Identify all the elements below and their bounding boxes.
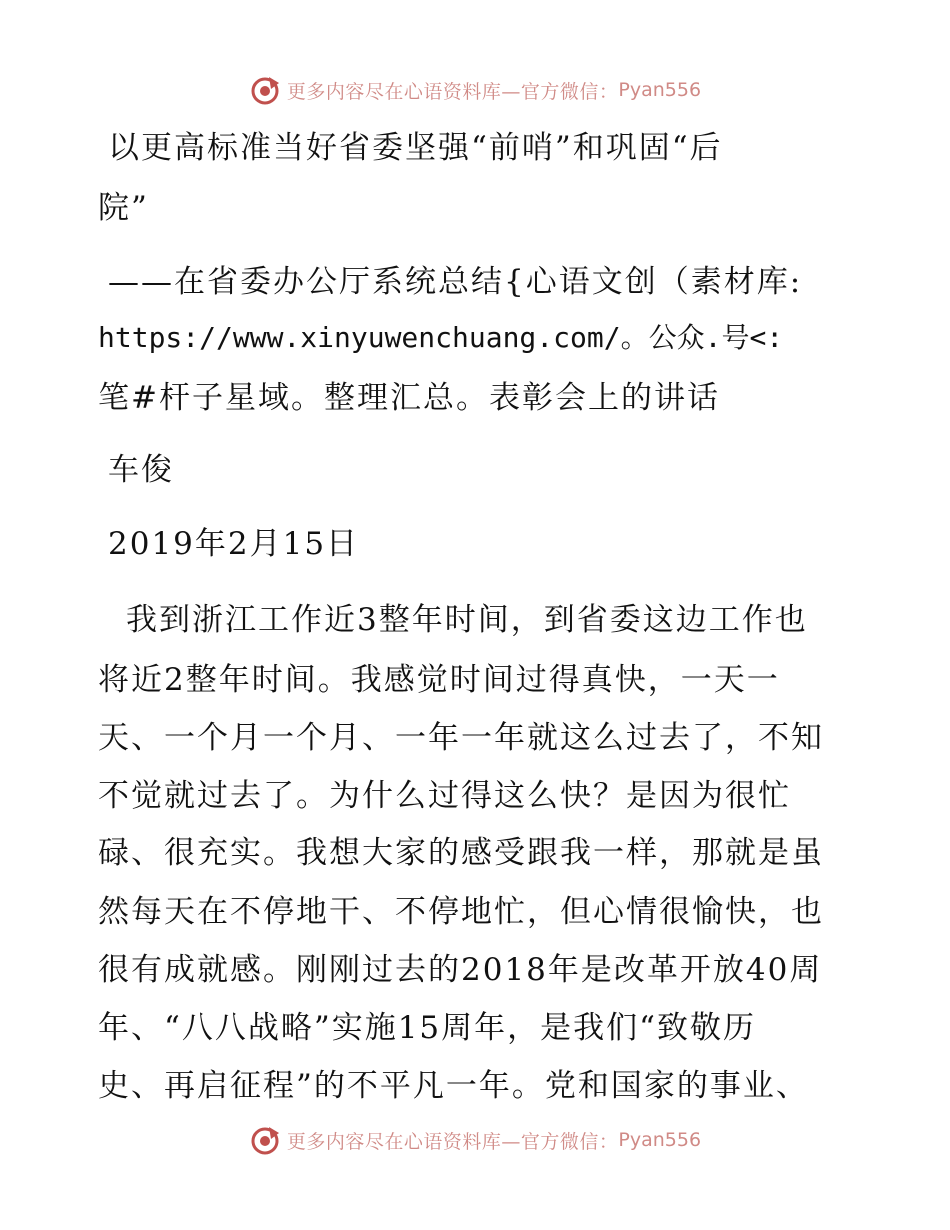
watermark-text: 更多内容尽在心语资料库—官方微信： — [286, 1130, 619, 1153]
date: 2019年2月15日 — [108, 526, 360, 562]
watermark-account: Pyan556 — [618, 79, 702, 101]
watermark-text: 更多内容尽在心语资料库—官方微信： — [286, 80, 619, 103]
body-line: 很有成就感。刚刚过去的2018年是改革开放40周 — [98, 952, 823, 988]
body-line: 年、“八八战略”实施15周年，是我们“致敬历 — [98, 1010, 756, 1046]
document-title-line-2: 院” — [98, 190, 149, 226]
seal-logo-icon — [249, 73, 283, 107]
body-line: 碌、很充实。我想大家的感受跟我一样，那就是虽 — [98, 835, 824, 871]
watermark-footer — [0, 1122, 950, 1158]
author: 车俊 — [108, 452, 174, 488]
watermark-header — [0, 72, 950, 108]
seal-logo-icon — [249, 1123, 283, 1157]
body-line: 史、再启征程”的不平凡一年。党和国家的事业、 — [98, 1068, 809, 1104]
body-line: 我到浙江工作近3整年时间，到省委这边工作也 — [126, 602, 808, 638]
subtitle-line-2: https://www.xinyuwenchuang.com/。公众.号<: — [98, 321, 784, 354]
subtitle-line-3: 笔#杆子星域。整理汇总。表彰会上的讲话 — [98, 380, 720, 416]
body-line: 将近2整年时间。我感觉时间过得真快，一天一 — [98, 662, 780, 698]
body-line: 天、一个月一个月、一年一年就这么过去了，不知 — [98, 720, 824, 756]
body-line: 然每天在不停地干、不停地忙，但心情很愉快，也 — [98, 894, 824, 930]
watermark-account: Pyan556 — [618, 1129, 702, 1151]
document-title-line-1: 以更高标准当好省委坚强“前哨”和巩固“后 — [108, 130, 723, 166]
body-line: 不觉就过去了。为什么过得这么快？是因为很忙 — [98, 778, 791, 814]
subtitle-line-1: ——在省委办公厅系统总结{心语文创（素材库: — [108, 264, 803, 300]
